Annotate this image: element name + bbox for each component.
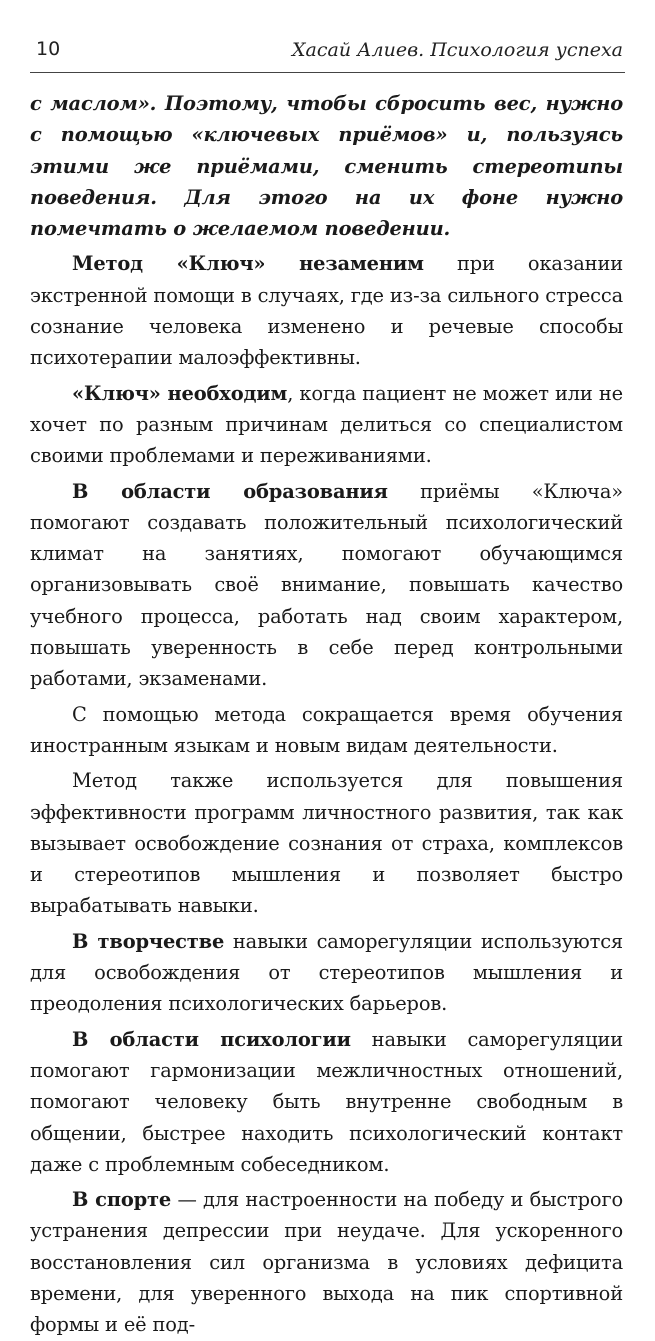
paragraph-text: приёмы «Ключа» помогают создавать положительный психологический климат на занятиях, помогают обучающимся организовывать своё внимание, повышать качество учебного процесса, работать над своим характером, повышать уверенность в себе перед контрольными работами, экзаменами.: [30, 479, 623, 691]
running-header: [30, 38, 625, 73]
paragraph-text: Метод также используется для повышения эффективности программ личностного развития, так как вызывает освобождение сознания от страха, комплексов и стереотипов мышления и позволяет быстро вырабатывать навыки.: [30, 769, 623, 918]
paragraph: [30, 1184, 623, 1340]
paragraph-text: , когда пациент не может или не хочет по разным причинам делиться со специалистом своими проблемами и переживаниями.: [30, 381, 623, 468]
paragraph-lead: В спорте: [72, 1188, 172, 1212]
paragraph-text: с маслом». Поэтому, чтобы сбросить вес, нужно с помощью «ключевых приёмов» и, пользуясь этими же приёмами, сменить стереотипы поведения. Для этого на их фоне нужно помечтать о желаемом поведении.: [30, 92, 623, 241]
paragraph: [30, 926, 623, 1020]
paragraph-lead: Метод «Ключ» незаменим: [72, 252, 424, 276]
page-number: 10: [36, 38, 61, 60]
paragraph: [30, 378, 623, 472]
paragraph-lead: В творчестве: [72, 929, 225, 953]
paragraph-lead: В области психологии: [72, 1027, 351, 1051]
body-text: [30, 88, 623, 1341]
paragraph: [30, 699, 623, 762]
paragraph-text: навыки саморегуляции используются для освобождения от стереотипов мышления и преодоления психологических барьеров.: [30, 929, 623, 1016]
paragraph-lead: «Ключ» необходим: [72, 381, 288, 405]
paragraph-continuation: [30, 88, 623, 244]
paragraph-text: С помощью метода сокращается время обучения иностранным языкам и новым видам деятельности.: [30, 702, 623, 757]
paragraph: [30, 1024, 623, 1180]
paragraph-text: при оказании экстренной помощи в случаях, где из-за сильного стресса сознание человека изменено и речевые способы психотерапии малоэффективны.: [30, 252, 623, 370]
paragraph: [30, 476, 623, 695]
running-title: Хасай Алиев. Психология успеха: [292, 39, 623, 61]
paragraph-text: навыки саморегуляции помогают гармонизации межличностных отношений, помогают человеку быть внутренне свободным в общении, быстрее находить психологический контакт даже с проблемным собеседником.: [30, 1027, 624, 1176]
paragraph-text: — для настроенности на победу и быстрого устранения депрессии при неудаче. Для ускоренного восстановления сил организма в условиях дефицита времени, для уверенного выхода на пик спортивной формы и её под-: [30, 1188, 623, 1337]
paragraph: [30, 765, 623, 921]
paragraph: [30, 248, 623, 373]
paragraph-lead: В области образования: [72, 479, 388, 503]
